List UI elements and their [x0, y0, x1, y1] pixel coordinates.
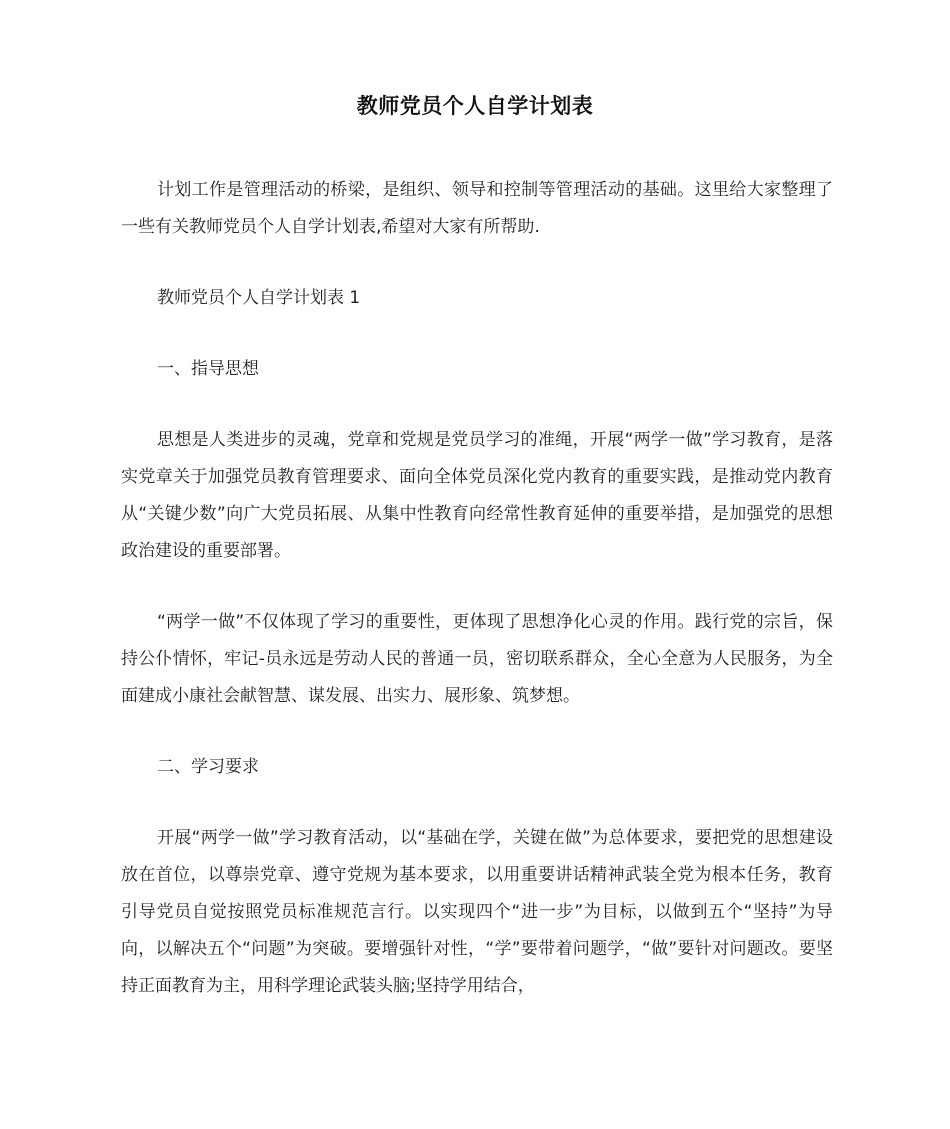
paragraph-study-requirements: 开展“两学一做”学习教育活动，以“基础在学，关键在做”为总体要求，要把党的思想建设放在首位，以尊崇党章、遵守党规为基本要求，以用重要讲话精神武装全党为根本任务，教育引导党员自觉按照党员标准规范言行。以实现四个“进一步”为目标，以做到五个“坚持”为导向，以解决五个“问题”为突破。要增强针对性，“学”要带着问题学，“做”要针对问题改。要坚持正面教育为主，用科学理论武装头脑;坚持学用结合， — [121, 828, 833, 996]
heading-guiding-thought: 一、指导思想 — [157, 359, 259, 379]
document-body — [121, 172, 833, 1039]
document-title: 教师党员个人自学计划表 — [356, 94, 594, 118]
paragraph-two-studies: “两学一做”不仅体现了学习的重要性，更体现了思想净化心灵的作用。践行党的宗旨，保持公仆情怀，牢记-员永远是劳动人民的普通一员，密切联系群众，全心全意为人民服务，为全面建成小康社会献智慧、谋发展、出实力、展形象、筑梦想。 — [121, 612, 833, 706]
section-title: 教师党员个人自学计划表 1 — [157, 288, 361, 308]
heading-study-requirements: 二、学习要求 — [157, 757, 259, 777]
paragraph-guiding-thought: 思想是人类进步的灵魂，党章和党规是党员学习的准绳，开展“两学一做”学习教育，是落实党章关于加强党员教育管理要求、面向全体党员深化党内教育的重要实践，是推动党内教育从“关键少数”向广大党员拓展、从集中性教育向经常性教育延伸的重要举措，是加强党的思想政治建设的重要部署。 — [121, 430, 833, 561]
intro-paragraph: 计划工作是管理活动的桥梁，是组织、领导和控制等管理活动的基础。这里给大家整理了一些有关教师党员个人自学计划表,希望对大家有所帮助. — [121, 180, 833, 237]
